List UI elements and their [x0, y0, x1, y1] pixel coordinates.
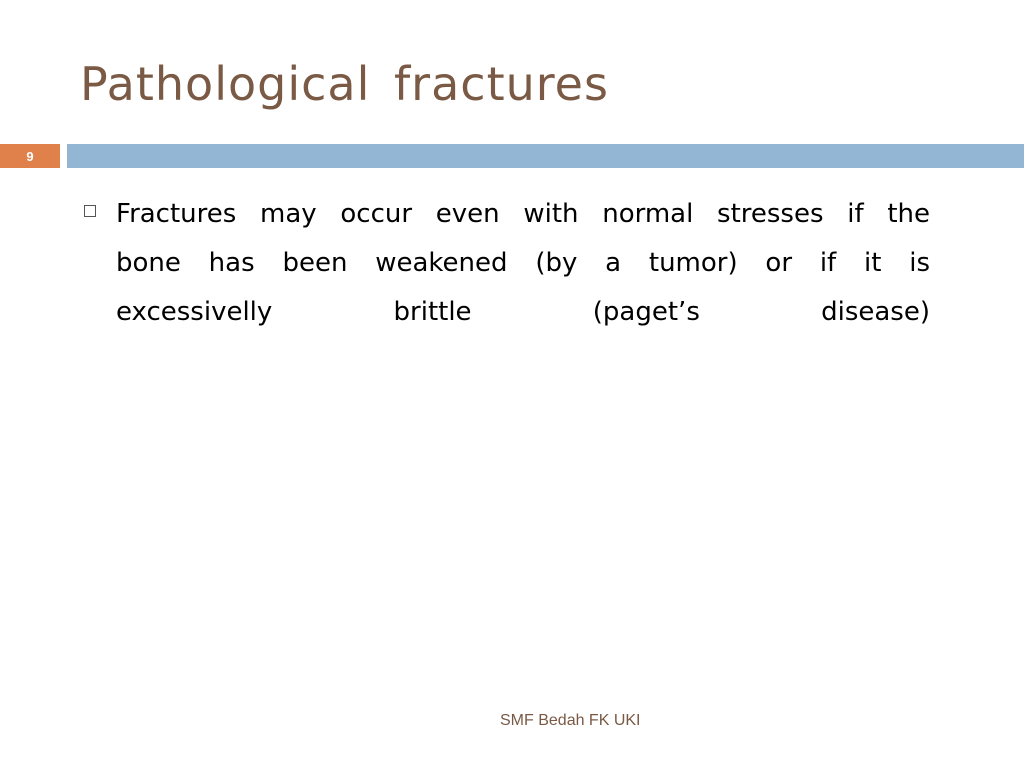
slide-number-badge: [0, 144, 60, 168]
title-divider-bar: [67, 144, 1024, 168]
hollow-square-bullet-icon: [84, 205, 96, 217]
slide-number: 9: [26, 148, 34, 164]
bullet-list: [84, 190, 930, 337]
bullet-item: [84, 190, 930, 337]
bullet-text: Fractures may occur even with normal stresses if the bone has been weakened (by a tumor) or if it is excessivelly brittle (paget’s disease): [116, 199, 930, 327]
slide-title: Pathological fractures: [80, 57, 609, 111]
slide-footer: SMF Bedah FK UKI: [500, 712, 641, 729]
